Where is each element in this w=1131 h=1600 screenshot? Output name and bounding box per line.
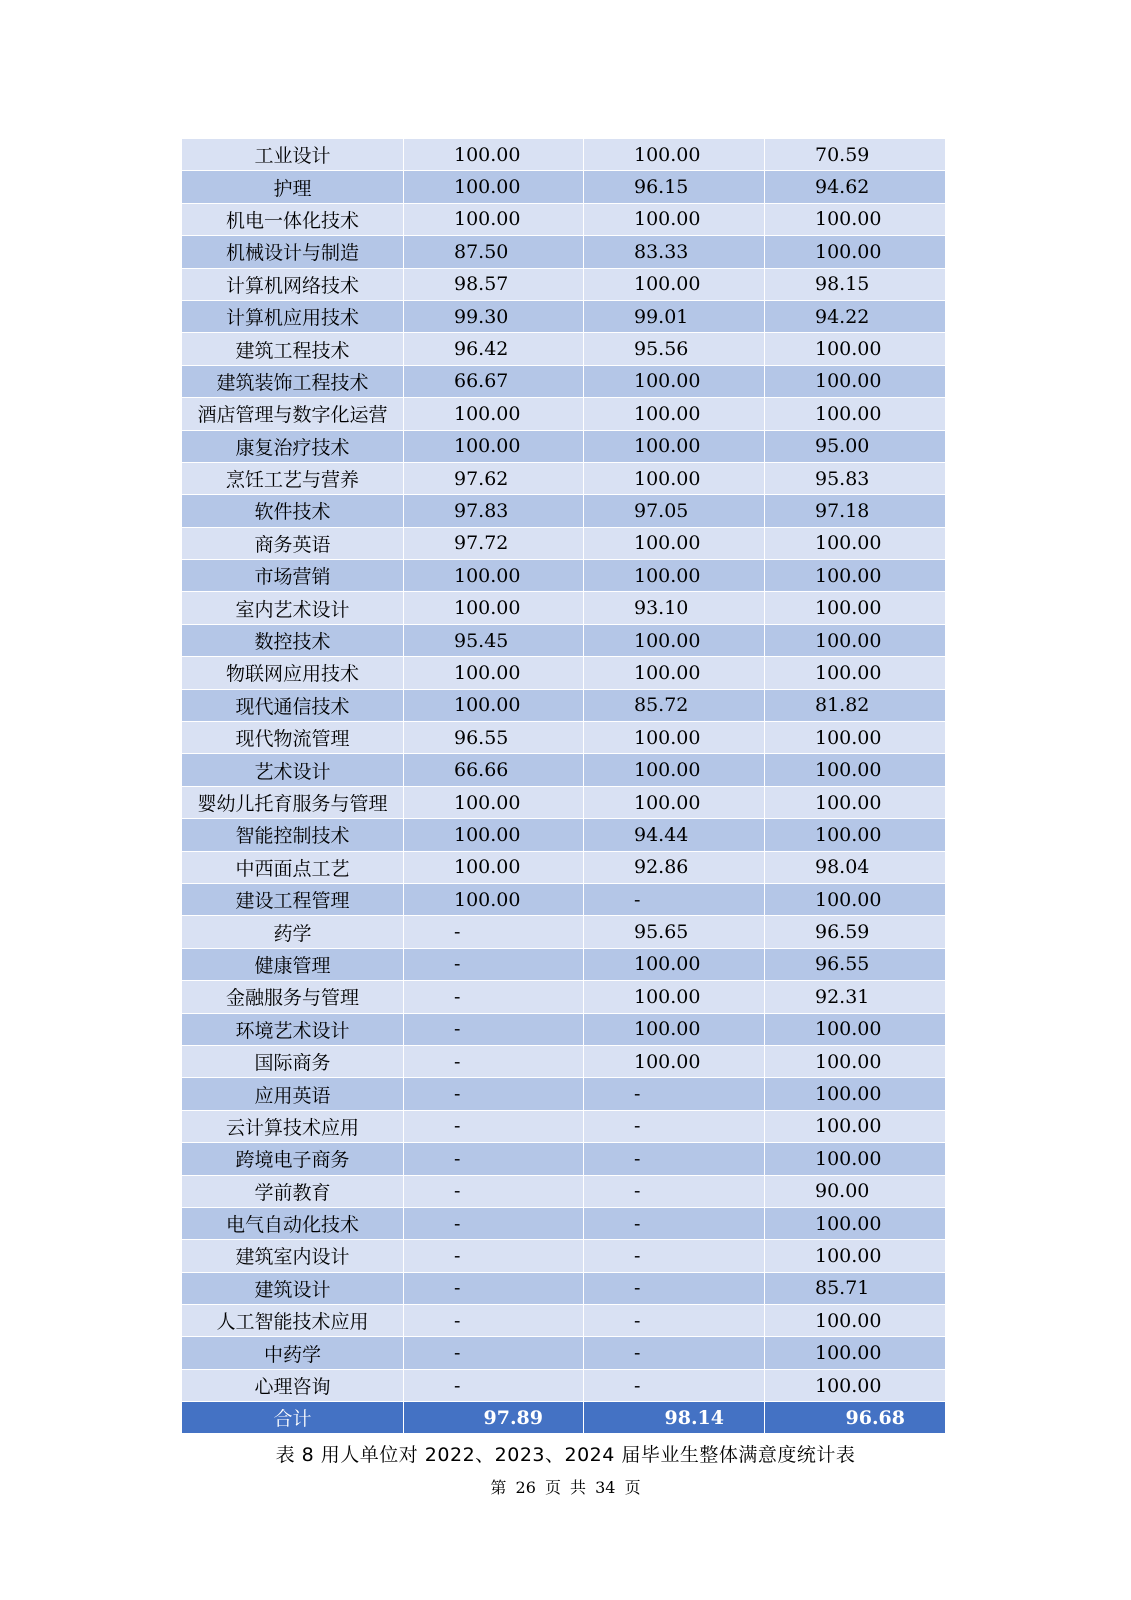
value-cell-2: 99.01 <box>584 300 765 332</box>
value-cell-1: 100.00 <box>404 786 584 818</box>
value-cell-1: - <box>404 1078 584 1110</box>
value-cell-2: - <box>584 1369 765 1401</box>
value-cell-2: 100.00 <box>584 430 765 462</box>
value-cell-2: 100.00 <box>584 981 765 1013</box>
table-row <box>182 786 946 818</box>
major-name-cell: 软件技术 <box>182 495 404 527</box>
value-cell-1: 96.42 <box>404 333 584 365</box>
total-label-cell: 合计 <box>182 1402 404 1434</box>
major-name-cell: 烹饪工艺与营养 <box>182 462 404 494</box>
major-name-cell: 心理咨询 <box>182 1369 404 1401</box>
value-cell-1: - <box>404 1045 584 1077</box>
table-row <box>182 819 946 851</box>
value-cell-3: 81.82 <box>765 689 946 721</box>
value-cell-2: - <box>584 1110 765 1142</box>
value-cell-3: 100.00 <box>765 1013 946 1045</box>
value-cell-2: 100.00 <box>584 365 765 397</box>
value-cell-2: - <box>584 1240 765 1272</box>
value-cell-1: 100.00 <box>404 203 584 235</box>
value-cell-3: 100.00 <box>765 1369 946 1401</box>
value-cell-1: 100.00 <box>404 560 584 592</box>
major-name-cell: 中西面点工艺 <box>182 851 404 883</box>
value-cell-3: 94.62 <box>765 171 946 203</box>
table-caption: 表 8 用人单位对 2022、2023、2024 届毕业生整体满意度统计表 <box>275 1444 856 1466</box>
value-cell-2: - <box>584 1337 765 1369</box>
value-cell-3: 90.00 <box>765 1175 946 1207</box>
value-cell-2: 100.00 <box>584 398 765 430</box>
value-cell-1: - <box>404 1013 584 1045</box>
major-name-cell: 机械设计与制造 <box>182 236 404 268</box>
table-row <box>182 916 946 948</box>
major-name-cell: 健康管理 <box>182 948 404 980</box>
value-cell-2: 95.56 <box>584 333 765 365</box>
table-row <box>182 1337 946 1369</box>
table-row <box>182 851 946 883</box>
value-cell-3: 100.00 <box>765 1110 946 1142</box>
value-cell-2: 100.00 <box>584 624 765 656</box>
value-cell-3: 100.00 <box>765 236 946 268</box>
major-name-cell: 建筑室内设计 <box>182 1240 404 1272</box>
value-cell-2: - <box>584 1175 765 1207</box>
table-row <box>182 689 946 721</box>
major-name-cell: 建设工程管理 <box>182 883 404 915</box>
table-row <box>182 527 946 559</box>
table-row <box>182 1175 946 1207</box>
value-cell-3: 100.00 <box>765 657 946 689</box>
table-row <box>182 624 946 656</box>
value-cell-2: 97.05 <box>584 495 765 527</box>
value-cell-3: 85.71 <box>765 1272 946 1304</box>
value-cell-2: 100.00 <box>584 268 765 300</box>
value-cell-1: 98.57 <box>404 268 584 300</box>
value-cell-2: 100.00 <box>584 657 765 689</box>
value-cell-3: 95.83 <box>765 462 946 494</box>
major-name-cell: 建筑设计 <box>182 1272 404 1304</box>
table-row <box>182 365 946 397</box>
value-cell-2: 95.65 <box>584 916 765 948</box>
value-cell-3: 100.00 <box>765 1207 946 1239</box>
value-cell-1: 99.30 <box>404 300 584 332</box>
table-row <box>182 1305 946 1337</box>
value-cell-3: 100.00 <box>765 883 946 915</box>
value-cell-2: 96.15 <box>584 171 765 203</box>
table-row <box>182 722 946 754</box>
value-cell-2: - <box>584 1143 765 1175</box>
value-cell-2: 100.00 <box>584 948 765 980</box>
major-name-cell: 建筑装饰工程技术 <box>182 365 404 397</box>
table-row <box>182 1078 946 1110</box>
value-cell-1: 100.00 <box>404 851 584 883</box>
total-value-cell-1: 97.89 <box>404 1402 584 1434</box>
major-name-cell: 人工智能技术应用 <box>182 1305 404 1337</box>
major-name-cell: 婴幼儿托育服务与管理 <box>182 786 404 818</box>
table-row <box>182 1272 946 1304</box>
value-cell-3: 95.00 <box>765 430 946 462</box>
value-cell-1: - <box>404 1305 584 1337</box>
value-cell-3: 100.00 <box>765 527 946 559</box>
value-cell-1: - <box>404 948 584 980</box>
value-cell-1: 66.67 <box>404 365 584 397</box>
value-cell-1: 100.00 <box>404 171 584 203</box>
value-cell-2: - <box>584 883 765 915</box>
table-row <box>182 171 946 203</box>
value-cell-3: 92.31 <box>765 981 946 1013</box>
value-cell-3: 100.00 <box>765 754 946 786</box>
major-name-cell: 计算机应用技术 <box>182 300 404 332</box>
value-cell-3: 100.00 <box>765 592 946 624</box>
value-cell-1: 95.45 <box>404 624 584 656</box>
major-name-cell: 环境艺术设计 <box>182 1013 404 1045</box>
value-cell-1: 97.72 <box>404 527 584 559</box>
value-cell-2: 100.00 <box>584 754 765 786</box>
value-cell-1: 100.00 <box>404 883 584 915</box>
table-row <box>182 1240 946 1272</box>
total-value-cell-2: 98.14 <box>584 1402 765 1434</box>
table-row <box>182 300 946 332</box>
major-name-cell: 酒店管理与数字化运营 <box>182 398 404 430</box>
value-cell-2: 92.86 <box>584 851 765 883</box>
major-name-cell: 建筑工程技术 <box>182 333 404 365</box>
table-row <box>182 948 946 980</box>
value-cell-1: 97.83 <box>404 495 584 527</box>
major-name-cell: 现代物流管理 <box>182 722 404 754</box>
table-row <box>182 657 946 689</box>
table-row <box>182 1369 946 1401</box>
value-cell-2: - <box>584 1207 765 1239</box>
value-cell-1: 100.00 <box>404 139 584 171</box>
value-cell-3: 98.04 <box>765 851 946 883</box>
major-name-cell: 市场营销 <box>182 560 404 592</box>
value-cell-3: 100.00 <box>765 560 946 592</box>
value-cell-1: - <box>404 1143 584 1175</box>
major-name-cell: 康复治疗技术 <box>182 430 404 462</box>
table-row <box>182 1143 946 1175</box>
major-name-cell: 数控技术 <box>182 624 404 656</box>
table-row <box>182 1207 946 1239</box>
major-name-cell: 云计算技术应用 <box>182 1110 404 1142</box>
value-cell-3: 100.00 <box>765 333 946 365</box>
value-cell-2: - <box>584 1305 765 1337</box>
major-name-cell: 国际商务 <box>182 1045 404 1077</box>
value-cell-3: 100.00 <box>765 819 946 851</box>
major-name-cell: 金融服务与管理 <box>182 981 404 1013</box>
table-row <box>182 430 946 462</box>
value-cell-2: 100.00 <box>584 527 765 559</box>
value-cell-1: - <box>404 1175 584 1207</box>
total-row <box>182 1402 946 1434</box>
value-cell-1: 100.00 <box>404 819 584 851</box>
table-body <box>182 139 946 1434</box>
table-row <box>182 495 946 527</box>
value-cell-1: - <box>404 1272 584 1304</box>
major-name-cell: 室内艺术设计 <box>182 592 404 624</box>
page-footer: 第 26 页 共 34 页 <box>490 1478 641 1497</box>
major-name-cell: 学前教育 <box>182 1175 404 1207</box>
value-cell-1: - <box>404 1110 584 1142</box>
major-name-cell: 艺术设计 <box>182 754 404 786</box>
value-cell-3: 70.59 <box>765 139 946 171</box>
value-cell-3: 100.00 <box>765 365 946 397</box>
value-cell-3: 100.00 <box>765 1143 946 1175</box>
value-cell-2: - <box>584 1078 765 1110</box>
value-cell-1: 100.00 <box>404 398 584 430</box>
table-row <box>182 203 946 235</box>
table-row <box>182 560 946 592</box>
major-name-cell: 应用英语 <box>182 1078 404 1110</box>
total-value-cell-3: 96.68 <box>765 1402 946 1434</box>
value-cell-3: 100.00 <box>765 1045 946 1077</box>
table-row <box>182 462 946 494</box>
value-cell-1: - <box>404 916 584 948</box>
value-cell-3: 100.00 <box>765 624 946 656</box>
major-name-cell: 电气自动化技术 <box>182 1207 404 1239</box>
major-name-cell: 跨境电子商务 <box>182 1143 404 1175</box>
value-cell-3: 100.00 <box>765 1337 946 1369</box>
value-cell-3: 96.59 <box>765 916 946 948</box>
value-cell-1: 97.62 <box>404 462 584 494</box>
major-name-cell: 机电一体化技术 <box>182 203 404 235</box>
table-row <box>182 754 946 786</box>
table-row <box>182 883 946 915</box>
table-row <box>182 1045 946 1077</box>
value-cell-3: 100.00 <box>765 786 946 818</box>
value-cell-3: 100.00 <box>765 1305 946 1337</box>
major-name-cell: 护理 <box>182 171 404 203</box>
value-cell-2: - <box>584 1272 765 1304</box>
value-cell-3: 100.00 <box>765 722 946 754</box>
value-cell-2: 94.44 <box>584 819 765 851</box>
major-name-cell: 商务英语 <box>182 527 404 559</box>
value-cell-3: 94.22 <box>765 300 946 332</box>
value-cell-2: 100.00 <box>584 1045 765 1077</box>
table-row <box>182 139 946 171</box>
value-cell-1: 87.50 <box>404 236 584 268</box>
value-cell-2: 100.00 <box>584 560 765 592</box>
table-row <box>182 981 946 1013</box>
satisfaction-table <box>181 138 946 1434</box>
value-cell-2: 100.00 <box>584 462 765 494</box>
value-cell-2: 85.72 <box>584 689 765 721</box>
value-cell-2: 83.33 <box>584 236 765 268</box>
value-cell-1: 66.66 <box>404 754 584 786</box>
table-row <box>182 333 946 365</box>
major-name-cell: 计算机网络技术 <box>182 268 404 300</box>
value-cell-1: 96.55 <box>404 722 584 754</box>
major-name-cell: 工业设计 <box>182 139 404 171</box>
major-name-cell: 物联网应用技术 <box>182 657 404 689</box>
value-cell-3: 98.15 <box>765 268 946 300</box>
value-cell-1: - <box>404 981 584 1013</box>
value-cell-2: 100.00 <box>584 139 765 171</box>
major-name-cell: 药学 <box>182 916 404 948</box>
value-cell-1: - <box>404 1240 584 1272</box>
value-cell-3: 100.00 <box>765 203 946 235</box>
value-cell-3: 97.18 <box>765 495 946 527</box>
value-cell-2: 100.00 <box>584 786 765 818</box>
value-cell-3: 100.00 <box>765 398 946 430</box>
table-row <box>182 1110 946 1142</box>
major-name-cell: 现代通信技术 <box>182 689 404 721</box>
value-cell-1: - <box>404 1369 584 1401</box>
value-cell-2: 93.10 <box>584 592 765 624</box>
table-row <box>182 592 946 624</box>
value-cell-1: - <box>404 1207 584 1239</box>
value-cell-1: 100.00 <box>404 657 584 689</box>
value-cell-2: 100.00 <box>584 1013 765 1045</box>
table-row <box>182 268 946 300</box>
value-cell-3: 100.00 <box>765 1078 946 1110</box>
major-name-cell: 中药学 <box>182 1337 404 1369</box>
value-cell-2: 100.00 <box>584 722 765 754</box>
value-cell-2: 100.00 <box>584 203 765 235</box>
value-cell-1: - <box>404 1337 584 1369</box>
table-row <box>182 398 946 430</box>
table-row <box>182 236 946 268</box>
value-cell-1: 100.00 <box>404 430 584 462</box>
value-cell-3: 100.00 <box>765 1240 946 1272</box>
value-cell-1: 100.00 <box>404 592 584 624</box>
major-name-cell: 智能控制技术 <box>182 819 404 851</box>
value-cell-1: 100.00 <box>404 689 584 721</box>
value-cell-3: 96.55 <box>765 948 946 980</box>
table-row <box>182 1013 946 1045</box>
